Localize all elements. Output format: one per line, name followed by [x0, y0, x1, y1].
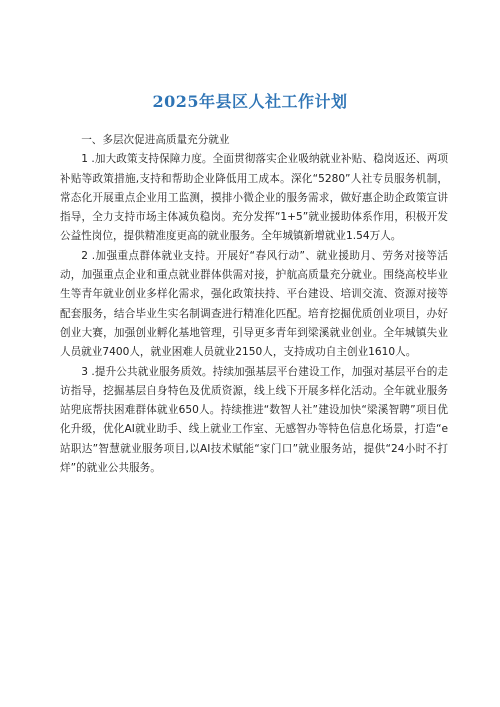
section-heading: 一、多层次促进高质量充分就业: [81, 134, 230, 146]
paragraph-1: 1 .加大政策支持保障力度。全面贯彻落实企业吸纳就业补贴、稳岗返还、两项补贴等政策措施,支持和帮助企业降低用工成本。深化“5280”人社专员服务机制，常态化开展重点企业用工监测，摸排小微企业的服务需求，做好惠企助企政策宣讲指导，全力支持市场主体减负稳岗。充分发挥“1+5”就业援助体系作用，积极开发公益性岗位，提供精准度更高的就业服务。全年城镇新增就业1.54万人。: [60, 153, 448, 243]
paragraph-3: 3 .提升公共就业服务质效。持续加强基层平台建设工作，加强对基层平台的走访指导，挖掘基层自身特色及优质资源，线上线下开展多样化活动。全年就业服务站兜底帮扶困难群体就业650人。持续推进“数智人社”建设加快“梁溪智聘”项目优化升级，优化AI就业助手、线上就业工作室、无感智办等特色信息化场景，打造“e站职达”智慧就业服务项目,以AI技术赋能“家门口”就业服务站，提供“24小时不打烊”的就业公共服务。: [60, 365, 448, 475]
document-body: [60, 131, 448, 478]
paragraph-2: 2 .加强重点群体就业支持。开展好“春风行动”、就业援助月、劳务对接等活动，加强重点企业和重点就业群体供需对接，护航高质量充分就业。围绕高校毕业生等青年就业创业多样化需求，强化政策扶持、平台建设、培训交流、资源对接等配套服务，结合毕业生实名制调查进行精准化匹配。培育挖掘优质创业项目，办好创业大赛，加强创业孵化基地管理，引导更多青年到梁溪就业创业。全年城镇失业人员就业7400人，就业困难人员就业2150人，支持成功自主创业1610人。: [60, 249, 448, 359]
document-title: 2025年县区人社工作计划: [152, 92, 348, 111]
